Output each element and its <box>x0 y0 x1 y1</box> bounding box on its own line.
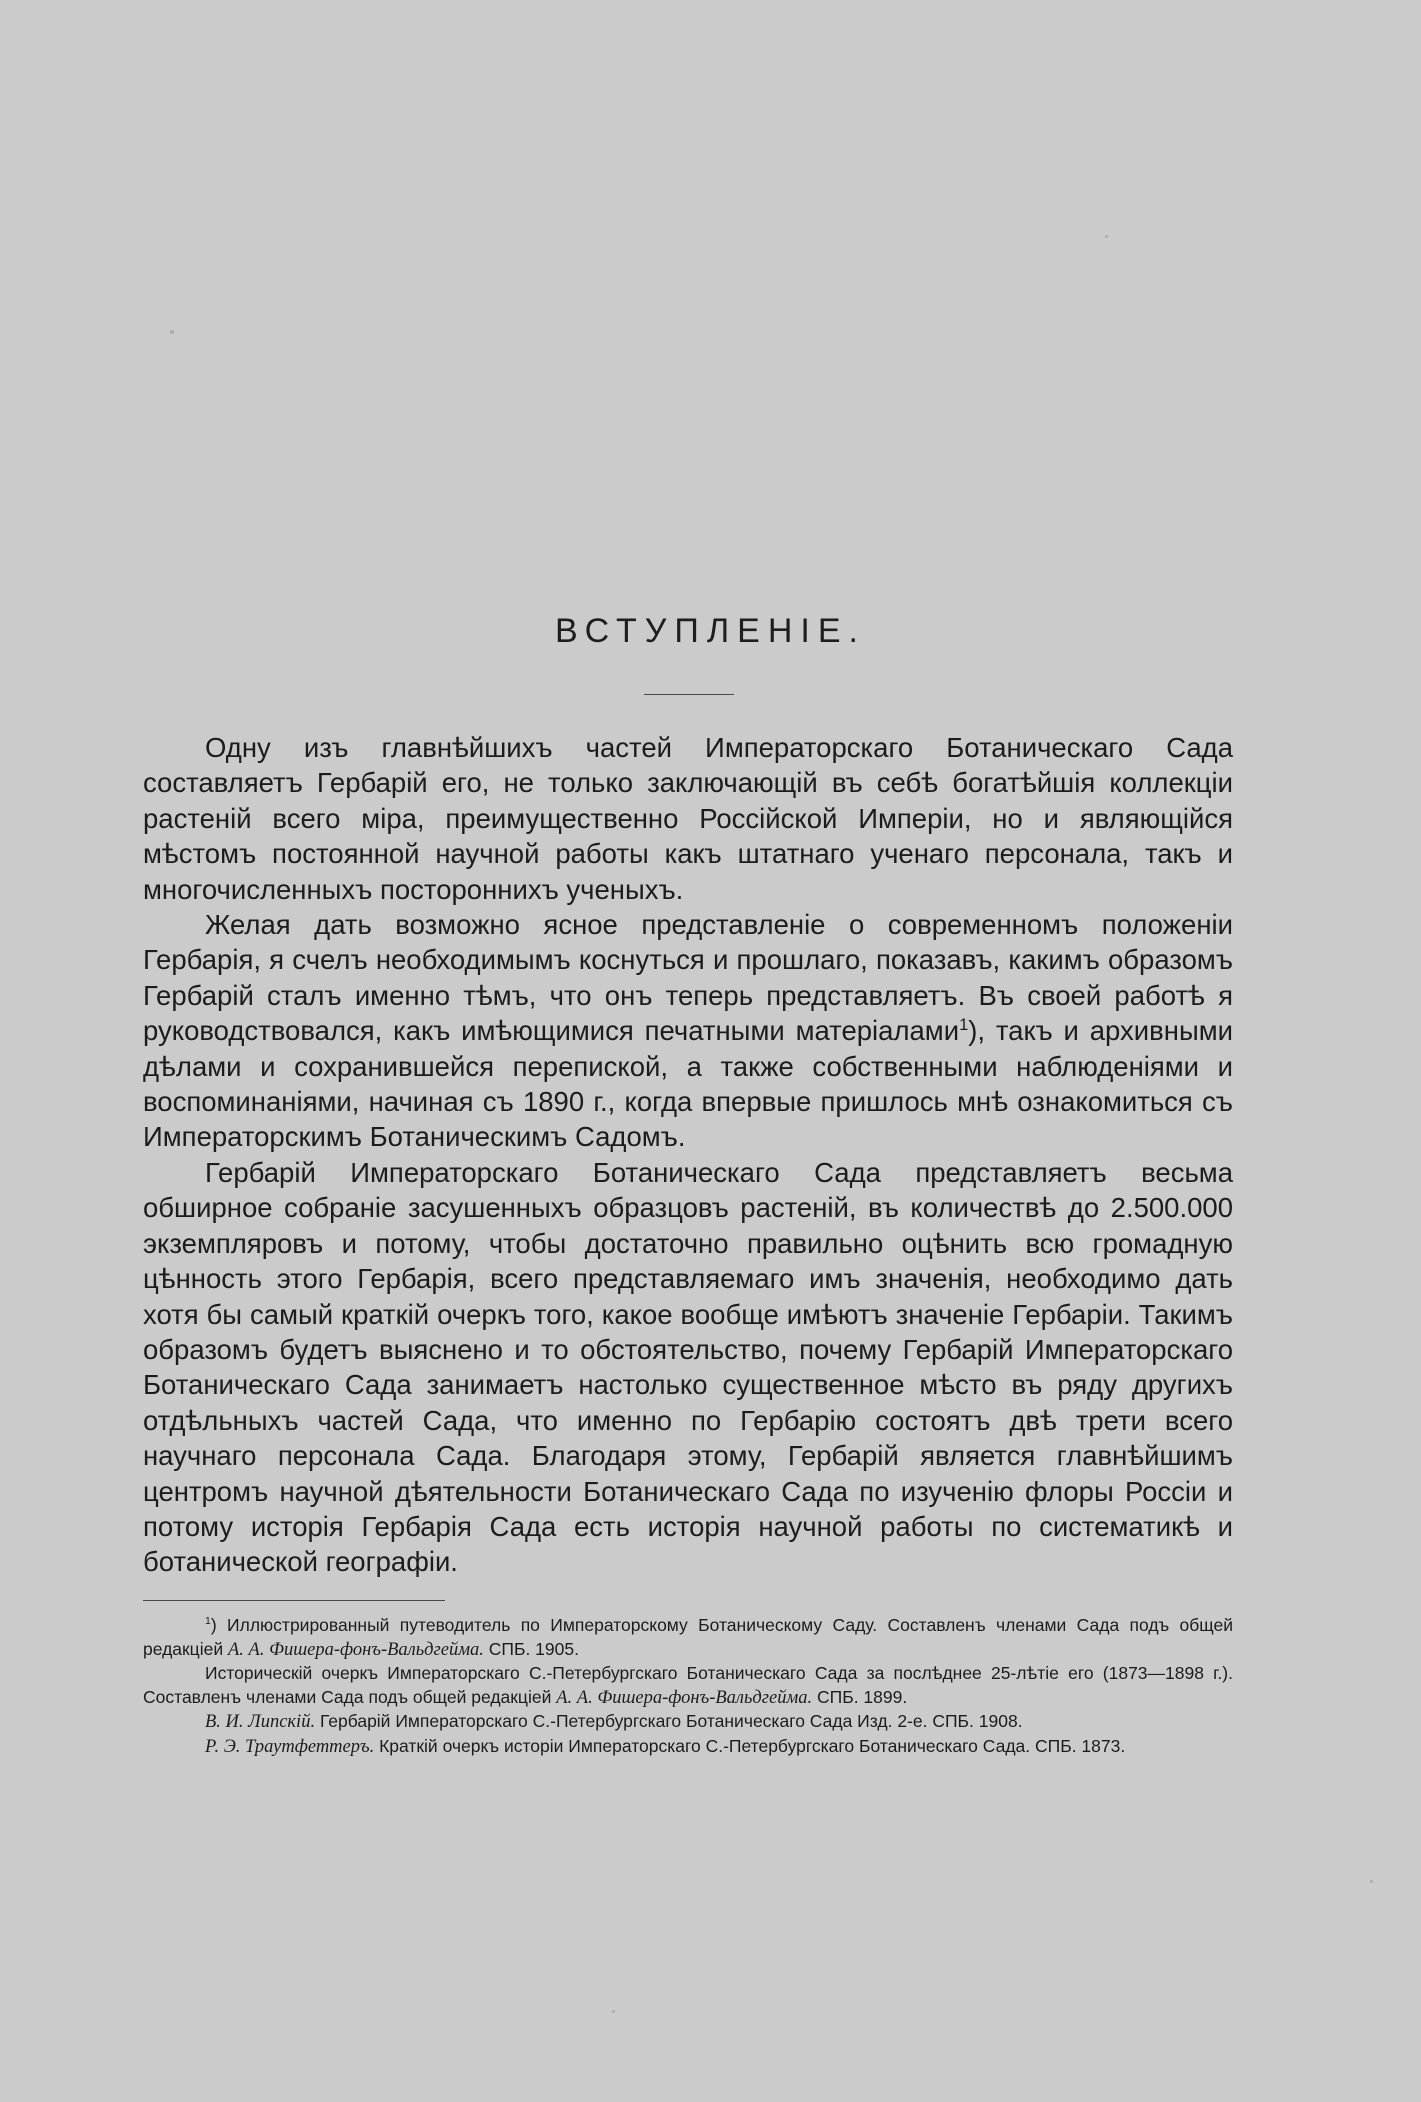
paragraph-2 <box>143 907 1233 1155</box>
paper-speck <box>1370 1880 1373 1883</box>
footnote-1-text-b: СПБ. 1905. <box>483 1638 579 1659</box>
paper-speck <box>612 2010 615 2013</box>
footnote-2-editor: А. А. Фишера-фонъ-Вальдгейма. <box>556 1687 813 1708</box>
footnote-3-text: Гербарій Императорскаго С.-Петербургскаго Ботаническаго Сада Изд. 2-е. СПБ. 1908. <box>315 1711 1023 1731</box>
footnote-4-text: Краткій очеркъ исторіи Императорскаго С.-Петербургскаго Ботаническаго Сада. СПБ. 1873. <box>374 1735 1126 1756</box>
footnote-2-text-a: Историческій очеркъ Императорскаго С.-Петербургскаго Ботаническаго Сада за послѣднее 25-лѣтіе его (1873—1898 г.). Составленъ членами Сада подъ общей редакціей <box>143 1663 1233 1707</box>
footnote-1-text-a: ) Иллюстрированный путеводитель по Императорскому Ботаническому Саду. Составленъ членами Сада подъ общей редакціей <box>143 1615 1233 1659</box>
footnote-3 <box>143 1710 1233 1735</box>
paper-speck <box>170 330 174 334</box>
footnote-3-author: В. И. Липскій. <box>205 1712 316 1732</box>
main-text <box>143 730 1233 1580</box>
paragraph-3: Гербарій Императорскаго Ботаническаго Сада представляетъ весьма обширное собраніе засушенныхъ образцовъ растеній, въ количествѣ до 2.500.000 экземпляровъ и потому, чтобы достаточно правильно оцѣнить всю громадную цѣнность этого Гербарія, всего представляемаго имъ значенія, необходимо дать хотя бы самый краткій очеркъ того, какое вообще имѣютъ значеніе Гербаріи. Такимъ образомъ будетъ выяснено и то обстоятельство, почему Гербарій Императорскаго Ботаническаго Сада занимаетъ настолько существенное мѣсто въ ряду другихъ отдѣльныхъ частей Сада, что именно по Гербарію состоятъ двѣ трети всего научнаго персонала Сада. Благодаря этому, Гербарій является главнѣйшимъ центромъ научной дѣятельности Ботаническаго Сада по изученію флоры Россіи и потому исторія Гербарія Сада есть исторія научной работы по систематикѣ и ботанической географіи. <box>143 1156 1233 1578</box>
footnote-ref-1: 1 <box>959 1016 969 1035</box>
footnote-1 <box>143 1614 1233 1662</box>
paragraph-2-text-a: Желая дать возможно ясное представленіе о современномъ положеніи Гербарія, я счелъ необходимымъ коснуться и прошлаго, показавъ, какимъ образомъ Гербарій сталъ именно тѣмъ, что онъ теперь представляетъ. Въ своей работѣ я руководствовался, какъ имѣющимися печатными матеріалами <box>143 909 1233 1047</box>
paragraph-2-text-b: ), такъ и архивными дѣлами и сохранившейся перепиской, а также собственными наблюденіями и воспоминаніями, начиная съ 1890 г., когда впервые пришлось мнѣ ознакомиться съ Императорскимъ Ботаническимъ Садомъ. <box>143 1015 1233 1153</box>
footnote-divider <box>143 1600 445 1601</box>
paragraph-1: Одну изъ главнѣйшихъ частей Императорскаго Ботаническаго Сада составляетъ Гербарій его, не только заключающій въ себѣ богатѣйшія коллекціи растеній всего міра, преимущественно Россійской Имперіи, но и являющійся мѣстомъ постоянной научной работы какъ штатнаго ученаго персонала, такъ и многочисленныхъ постороннихъ ученыхъ. <box>143 732 1233 905</box>
footnote-1-editor: А. А. Фишера-фонъ-Вальдгейма. <box>227 1639 484 1660</box>
page-title: ВСТУПЛЕНІЕ. <box>555 612 866 650</box>
paper-speck <box>1105 235 1108 238</box>
footnote-2-text-b: СПБ. 1899. <box>812 1686 908 1707</box>
footnote-4-author: Р. Э. Траутфеттеръ. <box>205 1736 375 1757</box>
title-divider <box>644 694 734 695</box>
footnote-1-mark: 1 <box>205 1615 211 1628</box>
footnote-4 <box>143 1735 1233 1760</box>
footnote-2 <box>143 1662 1233 1710</box>
footnotes <box>143 1614 1233 1759</box>
